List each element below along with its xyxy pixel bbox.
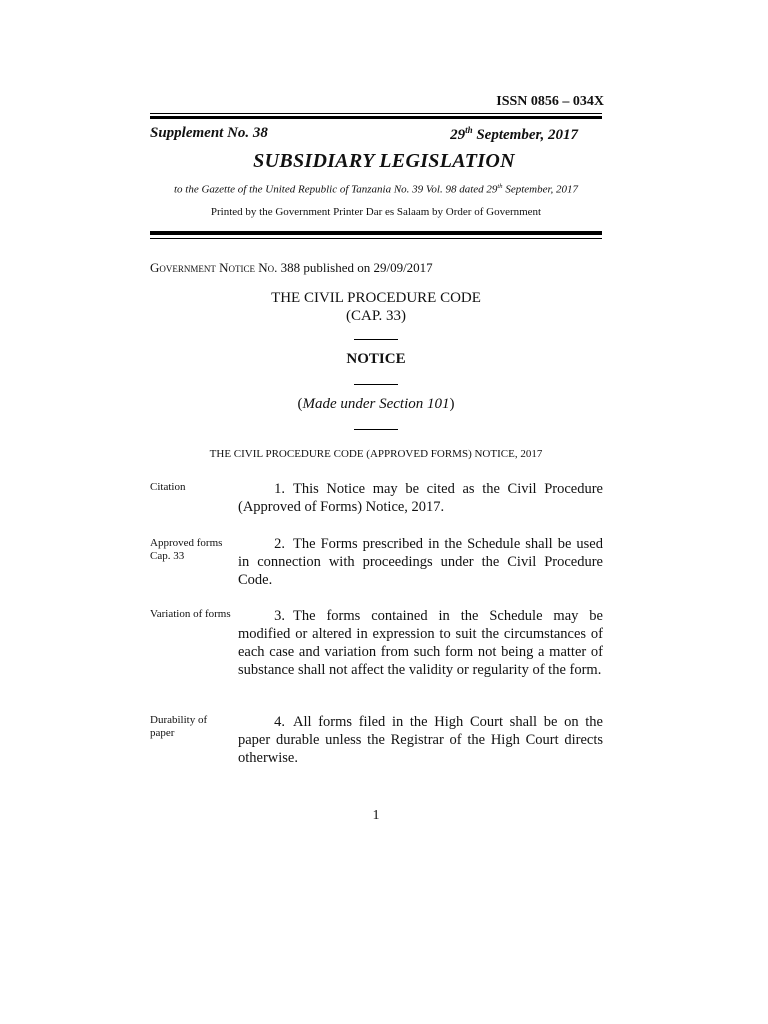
code-cap: (CAP. 33) — [345, 308, 406, 324]
margin-note-citation: Citation — [150, 481, 186, 493]
section-1: 1. This Notice may be cited as the Civil Procedure (Approved of Forms) Notice, 2017. — [238, 481, 603, 515]
margin-note-durability: Durability of paper — [150, 714, 208, 739]
code-title-block — [0, 289, 752, 325]
notice-heading: NOTICE — [346, 351, 406, 367]
header-rule-thick — [150, 116, 602, 119]
section-2: 2. The Forms prescribed in the Schedule shall be used in connection with proceedings under the Civil Procedure Code. — [238, 536, 603, 588]
page-number: 1 — [372, 808, 380, 823]
header-rule-thin — [150, 113, 602, 114]
notice-short-title: THE CIVIL PROCEDURE CODE (APPROVED FORMS) NOTICE, 2017 — [209, 448, 543, 460]
short-rule-3 — [354, 429, 398, 430]
margin-note-approved-forms: Approved forms Cap. 33 — [150, 537, 223, 562]
government-notice-line: Government Notice No. 388 published on 29/09/2017 — [150, 260, 433, 275]
issn-number: ISSN 0856 – 034X — [496, 94, 604, 109]
section-4: 4. All forms filed in the High Court shall be on the paper durable unless the Registrar of the High Court directs otherwise. — [238, 714, 603, 766]
section-3: 3. The forms contained in the Schedule may be modified or altered in expression to suit the circumstances of each case and variation from such form not being a matter of substance shall not affect the validity or regularity of the form. — [238, 608, 603, 678]
made-under: (Made under Section 101) — [297, 396, 455, 412]
gazette-reference: to the Gazette of the United Republic of Tanzania No. 39 Vol. 98 dated 29th September, 2017 — [173, 183, 579, 196]
document-title: SUBSIDIARY LEGISLATION — [253, 150, 515, 172]
short-rule-2 — [354, 384, 398, 385]
code-title: THE CIVIL PROCEDURE CODE — [271, 290, 481, 306]
supplement-date: 29th September, 2017 — [450, 125, 578, 143]
divider-thick — [150, 231, 602, 235]
printer-line: Printed by the Government Printer Dar es Salaam by Order of Government — [210, 206, 542, 218]
divider-thin — [150, 238, 602, 239]
margin-note-variation: Variation of forms — [150, 608, 231, 620]
short-rule-1 — [354, 339, 398, 340]
supplement-number: Supplement No. 38 — [150, 125, 268, 141]
